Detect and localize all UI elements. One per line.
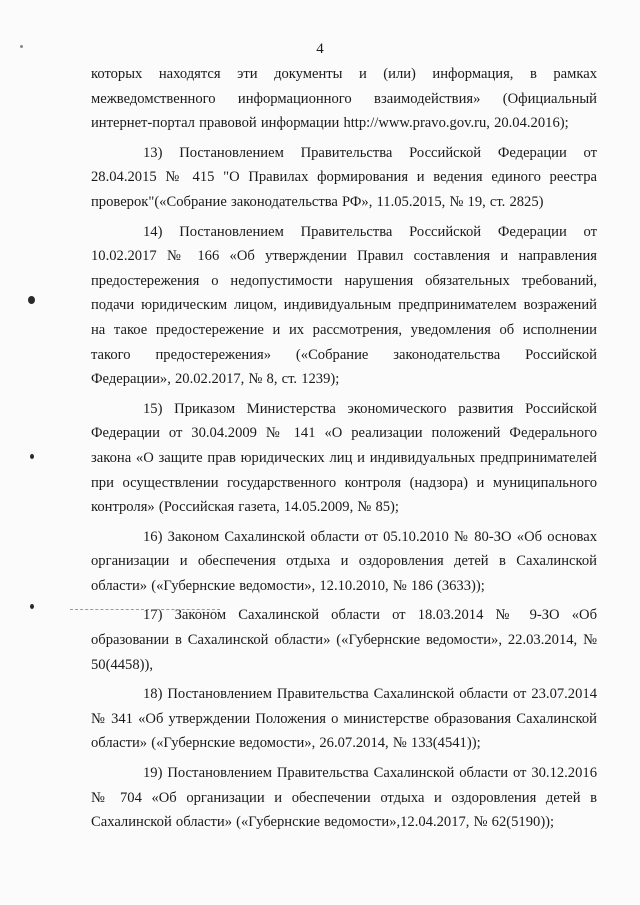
paragraph-item-19: 19) Постановлением Правительства Сахалинской области от 30.12.2016 № 704 «Об организации и обеспечении отдыха и оздоровления детей в Сахалинской области» («Губернские ведомости»,12.04.2017, № 62(5190)); <box>91 765 597 831</box>
scan-artifact-line <box>70 609 220 610</box>
paragraph-item-15: 15) Приказом Министерства экономического развития Российской Федерации от 30.04.2009 № 141 «О реализации положений Федерального закона «О защите прав юридических лиц и индивидуальных предпринимателей при осуществлении государственного контроля (надзора) и муниципального контроля» (Российская газета, 14.05.2009, № 85); <box>91 400 597 516</box>
scan-speck-mark <box>20 45 23 48</box>
paragraph-item-13: 13) Постановлением Правительства Российской Федерации от 28.04.2015 № 415 "О Правилах формирования и ведения единого реестра проверок"(«Собрание законодательства РФ», 11.05.2015, № 19, ст. 2825) <box>91 144 597 210</box>
scan-speck-mark <box>28 296 35 304</box>
page-number: 4 <box>316 41 324 57</box>
paragraph-item-14: 14) Постановлением Правительства Российской Федерации от 10.02.2017 № 166 «Об утверждении Правил составления и направления предостережения о недопустимости нарушения обязательных требований, подачи юридическим лицом, индивидуальным предпринимателем возражений на такое предостережение и их рассмотрения, уведомления об исполнении такого предостережения» («Собрание законодательства Российской Федерации», 20.02.2017, № 8, ст. 1239); <box>91 223 597 388</box>
paragraph-item-18: 18) Постановлением Правительства Сахалинской области от 23.07.2014 № 341 «Об утверждении Положения о министерстве образования Сахалинской области» («Губернские ведомости», 26.07.2014, № 133(4541)); <box>91 686 597 752</box>
document-body <box>91 62 597 840</box>
paragraph-item-17: 17) Законом Сахалинской области от 18.03.2014 № 9-ЗО «Об образовании в Сахалинской области» («Губернские ведомости», 22.03.2014, № 50(4458)), <box>91 607 597 673</box>
scan-speck-mark <box>30 454 34 459</box>
paragraph-item-16: 16) Законом Сахалинской области от 05.10.2010 № 80-ЗО «Об основах организации и обеспечения отдыха и оздоровления детей в Сахалинской области» («Губернские ведомости», 12.10.2010, № 186 (3633)); <box>91 528 597 594</box>
scan-speck-mark <box>30 604 34 609</box>
paragraph-continuation: которых находятся эти документы и (или) информация, в рамках межведомственного информационного взаимодействия» (Официальный интернет-портал правовой информации http://www.pravo.gov.ru, 20.04.2016); <box>91 66 597 132</box>
